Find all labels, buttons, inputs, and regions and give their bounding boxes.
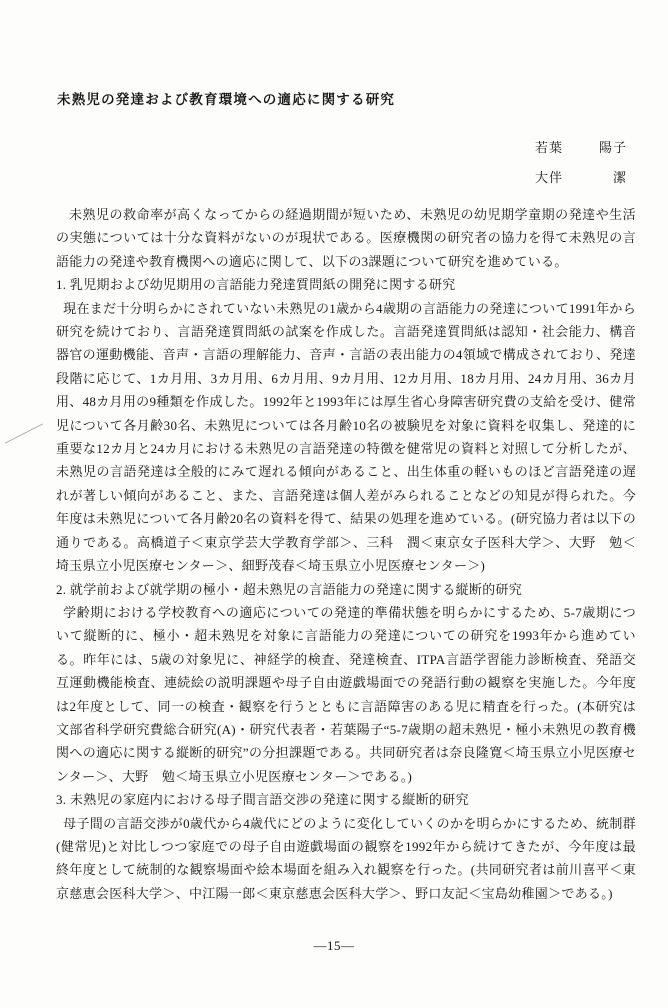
author-2-given: 潔 [612,170,627,185]
author-1-given: 陽子 [598,140,627,155]
section-1-heading: 1. 乳児期および幼児期用の言語能力発達質問紙の開発に関する研究 [56,277,456,293]
body-text [56,203,636,905]
section-1-paragraph: 現在まだ十分明らかにされていない未熟児の1歳から4歳期の言語能力の発達について1991年から研究を続けており、言語発達質問紙の試案を作成した。言語発達質問紙は認知・社会能力、構音器官の運動機能、音声・言語の理解能力、音声・言語の表出能力の4領域で構成されており、発達段階に応じて、1カ月用、3カ月用、6カ月用、9カ月用、12カ月用、18カ月用、24カ月用、36カ月用、48カ月用の9種類を作成した。1992年と1993年には厚生省心身障害研究費の支給を受け、健常児について各月齢30名、未熟児については各月齢10名の被験児を対象に資料を収集し、発達的に重要な12カ月と24カ月における未熟児の言語発達の特徴を健常児の資料と対照して分析したが、未熟児の言語発達は全般的にみて遅れる傾向があること、出生体重の軽いものほど言語発達の遅れが著しい傾向があること、また、言語発達は個人差がみられることなどの知見が得られた。今年度は未熟児について各月齢20名の資料を得て、結果の処理を進めている。(研究協力者は以下の通りである。高橋道子＜東京学芸大学教育学部＞、三科 潤＜東京女子医科大学＞、大野 勉＜埼玉県立小児医療センター＞、細野茂春＜埼玉県立小児医療センター＞) [56,300,636,574]
intro-paragraph: 未熟児の救命率が高くなってからの経過期間が短いため、未熟児の幼児期学童期の発達や生活の実態については十分な資料がないのが現状である。医療機関の研究者の協力を得て未熟児の言語能力の発達や教育機関への適応に関して、以下の3課題について研究を進めている。 [56,207,636,269]
section-2-paragraph: 学齢期における学校教育への適応についての発達的準備状態を明らかにするため、5-7歳期について縦断的に、極小・超未熟児を対象に言語能力の発達についての研究を1993年から進めている。昨年には、5歳の対象児に、神経学的検査、発達検査、ITPA言語学習能力診断検査、発語交互運動機能検査、連続絵の説明課題や母子自由遊戯場面での発語行動の観察を実施した。今年度は2年度として、同一の検査・観察を行うとともに言語障害のある児に精査を行った。(本研究は文部省科学研究費総合研究(A)・研究代表者・若葉陽子“5-7歳期の超未熟児・極小未熟児の教育機関への適応に関する縦断的研究”の分担課題である。共同研究者は奈良隆寛＜埼玉県立小児医療センター＞、大野 勉＜埼玉県立小児医療センター＞である。) [56,604,636,784]
author-block [535,137,627,197]
scan-artifact-line [5,424,43,444]
section-3-heading: 3. 未熟児の家庭内における母子間言語交渉の発達に関する縦断的研究 [56,792,469,808]
page-number: —15— [313,938,355,953]
paper-title: 未熟児の発達および教育環境への適応に関する研究 [57,92,396,107]
section-2-heading: 2. 就学前および就学期の極小・超未熟児の言語能力の発達に関する縦断的研究 [56,581,523,597]
author-name-1 [535,137,627,157]
author-1-family: 若葉 [535,140,564,155]
author-2-family: 大伴 [535,170,564,185]
section-3-paragraph: 母子間の言語交渉が0歳代から4歳代にどのように変化していくのかを明らかにするため、統制群(健常児)と対比しつつ家庭での母子自由遊戯場面の観察を1992年から続けてきたが、今年度は最終年度として統制的な観察場面や絵本場面を組み入れ観察を行った。(共同研究者は前川喜平＜東京慈恵会医科大学＞、中江陽一郎＜東京慈恵会医科大学＞、野口友記＜宝島幼稚園＞である。) [56,815,636,901]
author-name-2 [535,167,627,187]
